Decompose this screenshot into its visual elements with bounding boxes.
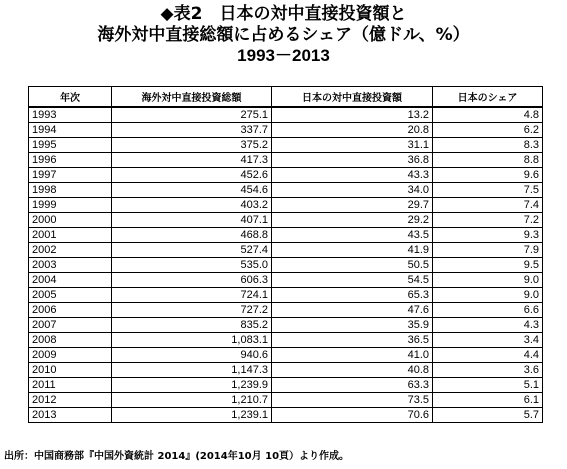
table-row <box>29 378 543 393</box>
total-fdi-cell: 275.1 <box>112 107 272 123</box>
year-cell: 2008 <box>29 333 112 348</box>
table-row <box>29 393 543 408</box>
japan-share-cell: 9.3 <box>433 228 543 243</box>
total-fdi-cell: 454.6 <box>112 183 272 198</box>
japan-fdi-cell: 20.8 <box>272 123 433 138</box>
total-fdi-cell: 468.8 <box>112 228 272 243</box>
table-row <box>29 183 543 198</box>
year-cell: 2007 <box>29 318 112 333</box>
header-japan-fdi: 日本の対中直接投資額 <box>272 87 433 108</box>
total-fdi-cell: 940.6 <box>112 348 272 363</box>
year-cell: 2002 <box>29 243 112 258</box>
total-fdi-cell: 407.1 <box>112 213 272 228</box>
japan-fdi-cell: 50.5 <box>272 258 433 273</box>
japan-fdi-cell: 41.0 <box>272 348 433 363</box>
japan-share-cell: 3.6 <box>433 363 543 378</box>
source-note: 出所：中国商務部『中国外資統計 2014』(2014年10月 10頁）より作成。 <box>4 451 350 462</box>
japan-share-cell: 6.2 <box>433 123 543 138</box>
japan-fdi-cell: 47.6 <box>272 303 433 318</box>
japan-fdi-cell: 29.7 <box>272 198 433 213</box>
table-row <box>29 168 543 183</box>
total-fdi-cell: 835.2 <box>112 318 272 333</box>
year-cell: 1993 <box>29 107 112 123</box>
japan-fdi-cell: 36.8 <box>272 153 433 168</box>
japan-share-cell: 3.4 <box>433 333 543 348</box>
japan-fdi-cell: 54.5 <box>272 273 433 288</box>
japan-share-cell: 6.1 <box>433 393 543 408</box>
title-year-range: 1993－2013 <box>237 46 330 65</box>
title-line-2: 海外対中直接総額に占めるシェア（億ドル、%） <box>97 25 470 45</box>
total-fdi-cell: 1,147.3 <box>112 363 272 378</box>
japan-fdi-cell: 73.5 <box>272 393 433 408</box>
japan-share-cell: 4.8 <box>433 107 543 123</box>
table-title <box>0 4 567 66</box>
japan-fdi-cell: 34.0 <box>272 183 433 198</box>
year-cell: 2004 <box>29 273 112 288</box>
japan-share-cell: 9.0 <box>433 273 543 288</box>
year-cell: 1995 <box>29 138 112 153</box>
year-cell: 2009 <box>29 348 112 363</box>
table-row <box>29 107 543 123</box>
total-fdi-cell: 1,210.7 <box>112 393 272 408</box>
year-cell: 1998 <box>29 183 112 198</box>
japan-share-cell: 7.2 <box>433 213 543 228</box>
table-body <box>29 107 543 423</box>
year-cell: 1994 <box>29 123 112 138</box>
table-row <box>29 408 543 423</box>
japan-share-cell: 7.5 <box>433 183 543 198</box>
japan-share-cell: 5.7 <box>433 408 543 423</box>
japan-share-cell: 7.9 <box>433 243 543 258</box>
total-fdi-cell: 606.3 <box>112 273 272 288</box>
japan-share-cell: 7.4 <box>433 198 543 213</box>
total-fdi-cell: 417.3 <box>112 153 272 168</box>
year-cell: 1999 <box>29 198 112 213</box>
table-row <box>29 303 543 318</box>
total-fdi-cell: 1,239.9 <box>112 378 272 393</box>
header-year: 年次 <box>29 87 112 108</box>
japan-share-cell: 9.6 <box>433 168 543 183</box>
header-japan-share: 日本のシェア <box>433 87 543 108</box>
japan-fdi-cell: 43.3 <box>272 168 433 183</box>
total-fdi-cell: 727.2 <box>112 303 272 318</box>
year-cell: 2003 <box>29 258 112 273</box>
year-cell: 2005 <box>29 288 112 303</box>
total-fdi-cell: 527.4 <box>112 243 272 258</box>
year-cell: 2012 <box>29 393 112 408</box>
japan-share-cell: 8.8 <box>433 153 543 168</box>
total-fdi-cell: 1,083.1 <box>112 333 272 348</box>
table-row <box>29 288 543 303</box>
table-row <box>29 198 543 213</box>
total-fdi-cell: 403.2 <box>112 198 272 213</box>
japan-share-cell: 9.0 <box>433 288 543 303</box>
table-row <box>29 138 543 153</box>
japan-share-cell: 4.3 <box>433 318 543 333</box>
japan-fdi-cell: 41.9 <box>272 243 433 258</box>
total-fdi-cell: 375.2 <box>112 138 272 153</box>
year-cell: 2000 <box>29 213 112 228</box>
table-row <box>29 333 543 348</box>
japan-share-cell: 9.5 <box>433 258 543 273</box>
table-row <box>29 258 543 273</box>
table-row <box>29 273 543 288</box>
header-total-fdi: 海外対中直接投資総額 <box>112 87 272 108</box>
japan-fdi-cell: 13.2 <box>272 107 433 123</box>
japan-fdi-cell: 43.5 <box>272 228 433 243</box>
japan-fdi-cell: 63.3 <box>272 378 433 393</box>
japan-fdi-cell: 29.2 <box>272 213 433 228</box>
japan-fdi-cell: 35.9 <box>272 318 433 333</box>
total-fdi-cell: 337.7 <box>112 123 272 138</box>
table-row <box>29 153 543 168</box>
table-header-row <box>29 87 543 108</box>
year-cell: 2006 <box>29 303 112 318</box>
total-fdi-cell: 1,239.1 <box>112 408 272 423</box>
total-fdi-cell: 535.0 <box>112 258 272 273</box>
japan-share-cell: 6.6 <box>433 303 543 318</box>
japan-share-cell: 8.3 <box>433 138 543 153</box>
japan-fdi-cell: 65.3 <box>272 288 433 303</box>
table-row <box>29 363 543 378</box>
total-fdi-cell: 724.1 <box>112 288 272 303</box>
year-cell: 1997 <box>29 168 112 183</box>
year-cell: 1996 <box>29 153 112 168</box>
table-row <box>29 348 543 363</box>
table-row <box>29 213 543 228</box>
year-cell: 2001 <box>29 228 112 243</box>
japan-share-cell: 4.4 <box>433 348 543 363</box>
investment-table <box>28 86 543 423</box>
table-row <box>29 318 543 333</box>
year-cell: 2010 <box>29 363 112 378</box>
year-cell: 2013 <box>29 408 112 423</box>
year-cell: 2011 <box>29 378 112 393</box>
table-row <box>29 228 543 243</box>
title-line-1: ◆表2 日本の対中直接投資額と <box>160 4 407 24</box>
total-fdi-cell: 452.6 <box>112 168 272 183</box>
table-row <box>29 243 543 258</box>
japan-fdi-cell: 70.6 <box>272 408 433 423</box>
japan-fdi-cell: 31.1 <box>272 138 433 153</box>
table-row <box>29 123 543 138</box>
japan-fdi-cell: 36.5 <box>272 333 433 348</box>
japan-fdi-cell: 40.8 <box>272 363 433 378</box>
japan-share-cell: 5.1 <box>433 378 543 393</box>
